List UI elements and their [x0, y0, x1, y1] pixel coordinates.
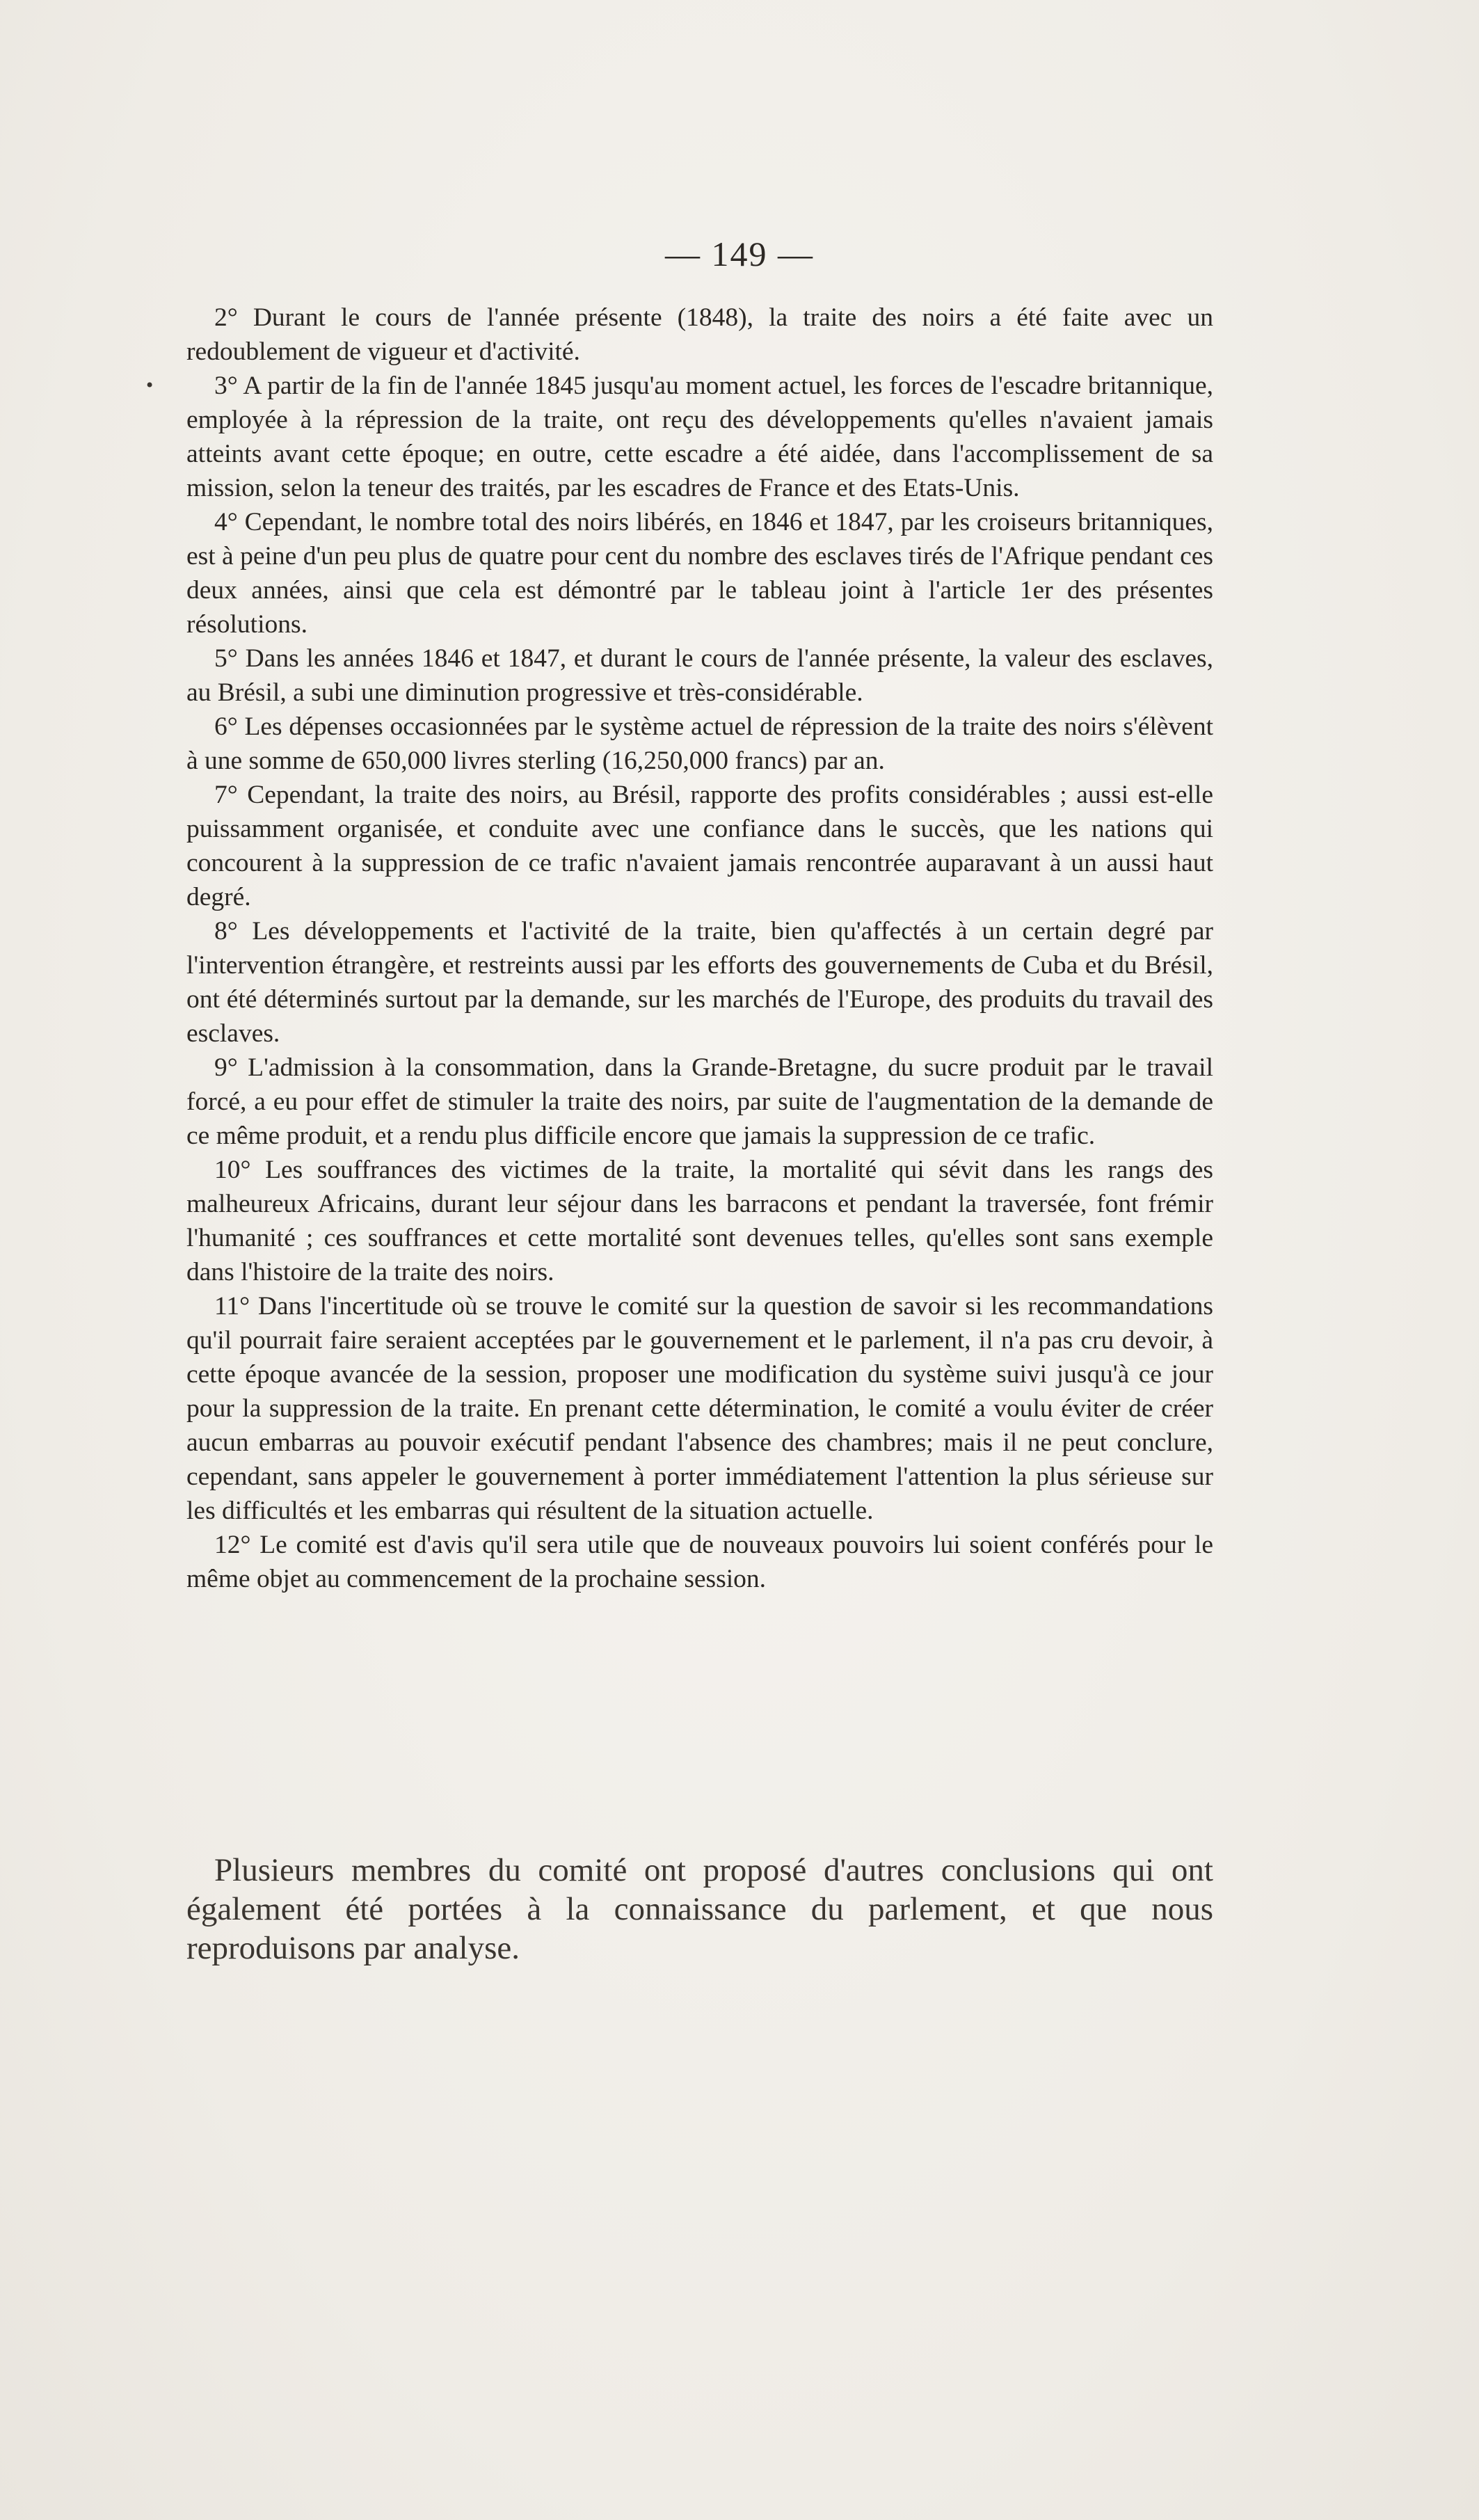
resolution-paragraph: 5° Dans les années 1846 et 1847, et durant le cours de l'année présente, la valeur des esclaves, au Brésil, a subi une diminution progressive et très-considérable. — [186, 644, 1213, 707]
page-number: — 149 — — [665, 234, 814, 273]
resolution-paragraph: 7° Cependant, la traite des noirs, au Brésil, rapporte des profits considérables ; aussi est-elle puissamment organisée, et conduite avec une confiance dans le succès, que les nations qui concourent à la suppression de ce trafic n'avaient jamais rencontrée auparavant à un aussi haut degré. — [186, 781, 1213, 911]
margin-mark: • — [145, 376, 155, 395]
resolution-paragraph: 3° A partir de la fin de l'année 1845 jusqu'au moment actuel, les forces de l'escadre britannique, employée à la répression de la traite, ont reçu des développements qu'elles n'avaient jamais atteints avant cette époque; en outre, cette escadre a été aidée, dans l'accomplissement de sa mission, selon la teneur des traités, par les escadres de France et des Etats-Unis. — [186, 372, 1213, 502]
resolution-paragraph: 10° Les souffrances des victimes de la traite, la mortalité qui sévit dans les rangs des malheureux Africains, durant leur séjour dans les barracons et pendant la traversée, font frémir l'humanité ; ces souffrances et cette mortalité sont devenues telles, qu'elles sont sans exemple dans l'histoire de la traite des noirs. — [186, 1156, 1213, 1286]
resolution-paragraph: 8° Les développements et l'activité de la traite, bien qu'affectés à un certain degré par l'intervention étrangère, et restreints aussi par les efforts des gouvernements de Cuba et du Brésil, ont été déterminés surtout par la demande, sur les marchés de l'Europe, des produits du travail des esclaves. — [186, 917, 1213, 1048]
closing-paragraph: Plusieurs membres du comité ont proposé d'autres conclusions qui ont également été portées à la connaissance du parlement, et que nous reproduisons par analyse. — [186, 1852, 1213, 1966]
resolution-paragraph: 11° Dans l'incertitude où se trouve le comité sur la question de savoir si les recommandations qu'il pourrait faire seraient acceptées par le gouvernement et le parlement, il n'a pas cru devoir, à cette époque avancée de la session, proposer une modification du système suivi jusqu'à ce jour pour la suppression de la traite. En prenant cette détermination, le comité a voulu éviter de créer aucun embarras au pouvoir exécutif pendant l'absence des chambres; mais il ne peut conclure, cependant, sans appeler le gouvernement à porter immédiatement l'attention la plus sérieuse sur les difficultés et les embarras qui résultent de la situation actuelle. — [186, 1292, 1213, 1525]
resolution-paragraph: 4° Cependant, le nombre total des noirs libérés, en 1846 et 1847, par les croiseurs britanniques, est à peine d'un peu plus de quatre pour cent du nombre des esclaves tirés de l'Afrique pendant ces deux années, ainsi que cela est démontré par le tableau joint à l'article 1er des présentes résolutions. — [186, 508, 1213, 639]
resolution-paragraph: 6° Les dépenses occasionnées par le système actuel de répression de la traite des noirs s'élèvent à une somme de 650,000 livres sterling (16,250,000 francs) par an. — [186, 712, 1213, 775]
resolution-paragraph: 2° Durant le cours de l'année présente (1848), la traite des noirs a été faite avec un redoublement de vigueur et d'activité. — [186, 303, 1213, 366]
resolutions-text — [186, 301, 1213, 1596]
resolution-paragraph: 12° Le comité est d'avis qu'il sera utile que de nouveaux pouvoirs lui soient conférés pour le même objet au commencement de la prochaine session. — [186, 1531, 1213, 1593]
resolution-paragraph: 9° L'admission à la consommation, dans la Grande-Bretagne, du sucre produit par le travail forcé, a eu pour effet de stimuler la traite des noirs, par suite de l'augmentation de la demande de ce même produit, et a rendu plus difficile encore que jamais la suppression de ce trafic. — [186, 1053, 1213, 1150]
